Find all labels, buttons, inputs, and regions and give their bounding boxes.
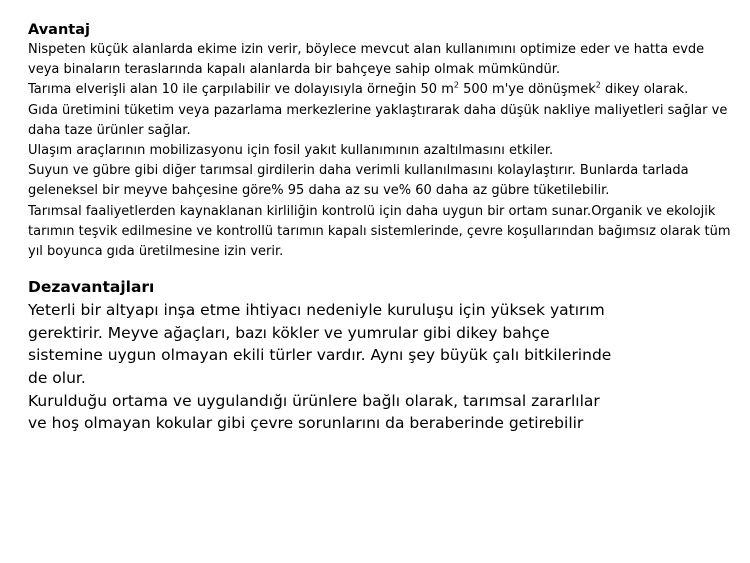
advantage-paragraph-5: Suyun ve gübre gibi diğer tarımsal girdilerin daha verimli kullanılmasını kolaylaştırır. Bunlarda tarlada geleneksel bir meyve bahçesine göre% 95 daha az su ve% 60 daha az gübre tüketilebilir. [28,163,689,199]
disadvantages-section [28,276,734,435]
disadvantage-paragraph-1: Yeterli bir altyapı inşa etme ihtiyacı nedeniyle kuruluşu için yüksek yatırım gerektirir. Meyve ağaçları, bazı kökler ve yumrular gibi dikey bahçe sistemine uygun olmayan ekili türler vardır. Aynı şey büyük çalı bitkilerinde de olur. [28,301,612,388]
advantages-heading: Avantaj [28,22,90,38]
advantages-section [28,20,734,262]
advantage-paragraph-2-text-c: dikey olarak. [600,82,689,98]
advantage-paragraph-6: Tarımsal faaliyetlerden kaynaklanan kirliliğin kontrolü için daha uygun bir ortam sunar.Organik ve ekolojik tarımın teşvik edilmesine ve kontrollü tarımın kapalı sistemlerinde, çevre koşullarından bağımsız olarak tüm yıl boyunca gıda üretilmesine izin verir. [28,203,731,260]
advantage-paragraph-3: Gıda üretimini tüketim veya pazarlama merkezlerine yaklaştırarak daha düşük nakliye maliyetleri sağlar ve daha taze ürünler sağlar. [28,102,728,138]
advantage-paragraph-4: Ulaşım araçlarının mobilizasyonu için fosil yakıt kullanımının azaltılmasını etkiler. [28,143,554,159]
superscript-2: 2 [453,81,459,91]
advantage-paragraph-2-text-a: Tarıma elverişli alan 10 ile çarpılabilir ve dolayısıyla örneğin 50 m [28,82,454,98]
disadvantages-heading: Dezavantajları [28,278,155,297]
superscript-2-second: 2 [595,81,601,91]
slide-content [28,20,734,435]
advantages-body [28,40,734,262]
advantage-paragraph-1: Nispeten küçük alanlarda ekime izin verir, böylece mevcut alan kullanımını optimize eder ve hatta evde veya binaların teraslarında kapalı alanlarda bir bahçeye sahip olmak mümkündür. [28,42,705,78]
advantage-paragraph-2 [28,80,734,100]
advantage-paragraph-2-text-b: 500 m'ye dönüşmek [458,82,596,98]
disadvantages-body [28,299,613,435]
disadvantage-paragraph-2: Kurulduğu ortama ve uygulandığı ürünlere bağlı olarak, tarımsal zararlılar ve hoş olmayan kokular gibi çevre sorunlarını da beraberinde getirebilir [28,391,600,433]
